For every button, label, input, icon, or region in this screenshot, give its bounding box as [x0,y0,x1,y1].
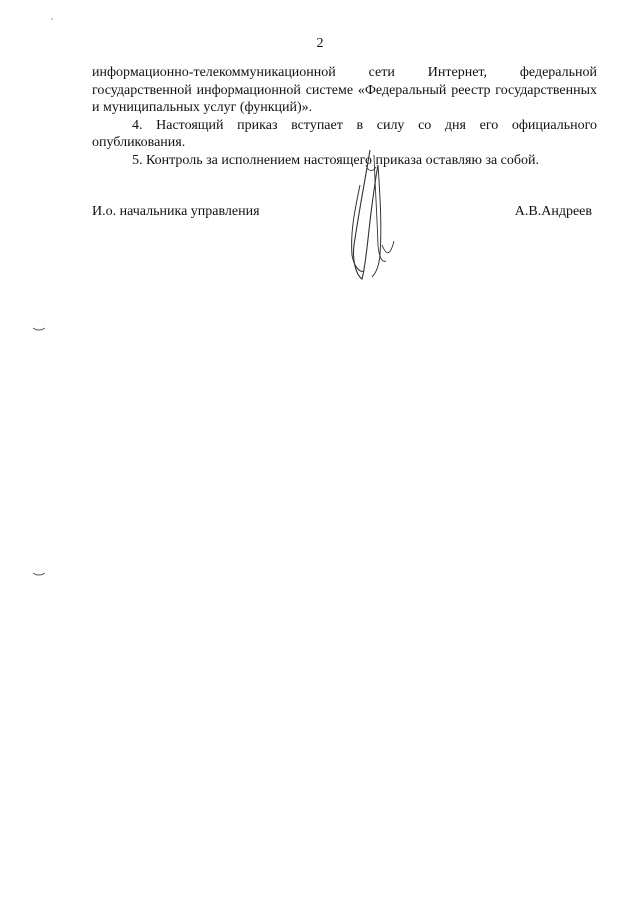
scan-speck [51,18,53,20]
punch-mark [32,326,46,332]
paragraph-5: 5. Контроль за исполнением настоящего приказа оставляю за собой. [132,152,540,168]
paragraph-4: 4. Настоящий приказ вступает в силу со дня его официального опубликования. [92,117,597,150]
signatory-role: И.о. начальника управления [92,204,260,219]
handwritten-signature [330,145,410,285]
page-number: 2 [316,36,324,51]
punch-mark [32,571,46,577]
signatory-name: А.В.Андреев [514,204,592,219]
paragraph-continuation: информационно-телекоммуникационной сети Интернет, федеральной государственной информационной системе «Федеральный реестр государственных и муниципальных услуг (функций)». [92,65,597,115]
